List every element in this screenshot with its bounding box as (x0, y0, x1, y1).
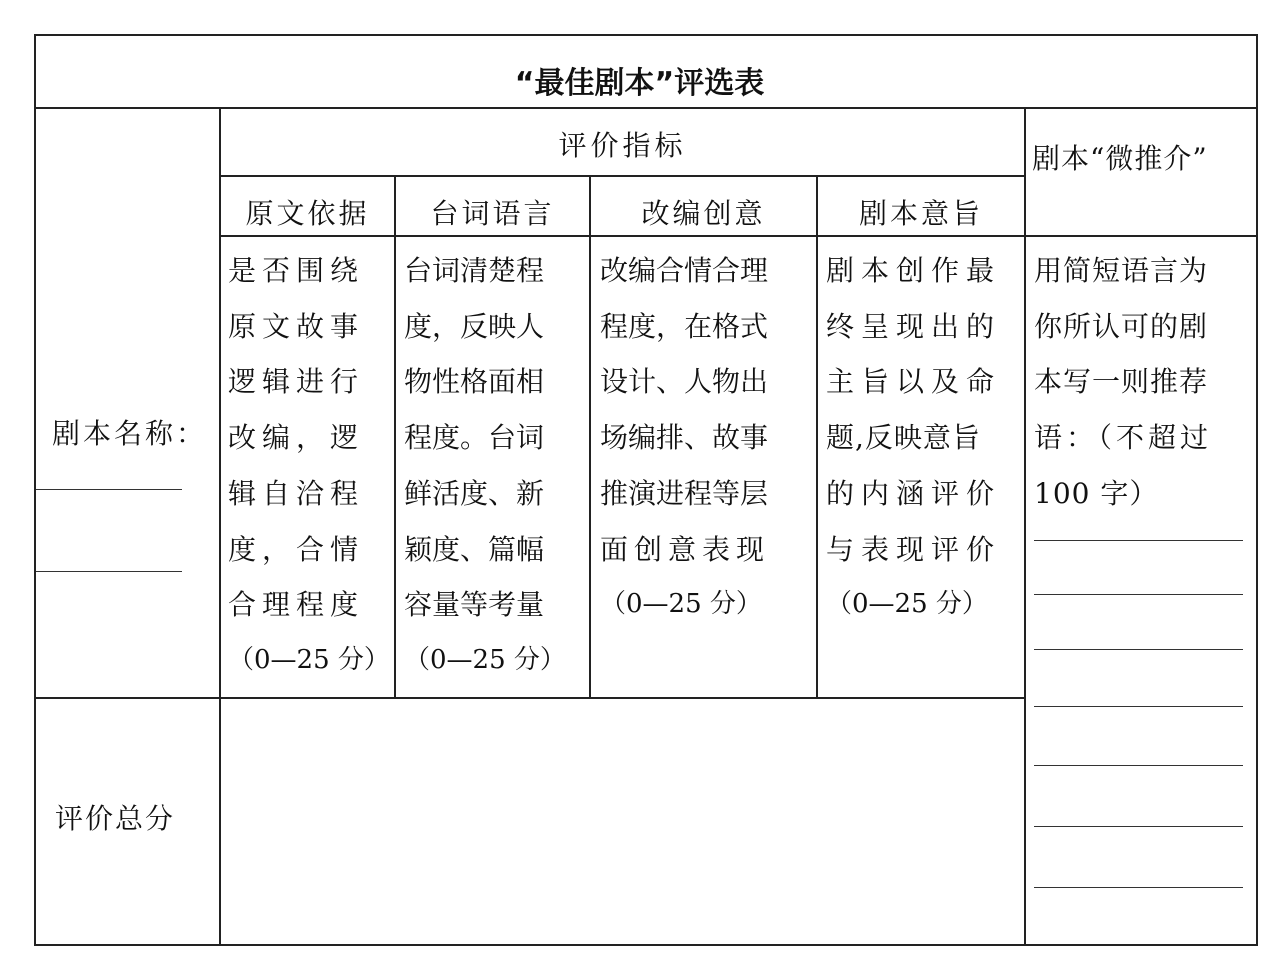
criteria-line: （0—25 分） (228, 644, 390, 675)
recommend-col-divider (1024, 108, 1026, 944)
indicator-header-divider (221, 175, 1025, 177)
criteria-line: 辑自洽程 (228, 476, 365, 510)
total-score-label: 评价总分 (55, 802, 176, 835)
total-row-divider (36, 697, 1025, 699)
criteria-line: 主旨以及命 (826, 365, 1002, 399)
criteria-line: （0—25 分） (404, 644, 566, 675)
recommend-blank-line (1034, 826, 1243, 827)
criteria-line: 终呈现出的 (826, 309, 1002, 343)
criteria-line: 颖度、篇幅 (404, 532, 545, 566)
criteria-line: 剧本创作最 (826, 254, 1002, 287)
col2-divider (589, 176, 591, 697)
criteria-line: 推演进程等层 (600, 476, 769, 510)
recommend-line: 你所认可的剧 (1034, 309, 1209, 343)
col3-divider (816, 176, 818, 697)
recommend-blank-line (1034, 594, 1243, 595)
criteria-line: 台词清楚程 (404, 254, 545, 287)
recommend-line: 语：（不超过 (1034, 421, 1213, 455)
recommend-header: 剧本“微推介” (1032, 142, 1208, 175)
criteria-creativity (600, 243, 770, 633)
criteria-line: 合理程度 (228, 588, 365, 622)
criteria-line: 度，反映人 (404, 309, 545, 343)
column-header-divider (221, 235, 1256, 237)
criteria-line: 面创意表现 (600, 532, 771, 566)
script-name-label: 剧本名称： (52, 417, 208, 450)
recommend-blank-line (1034, 887, 1243, 888)
recommend-line: 本写一则推荐 (1034, 365, 1209, 399)
page-title: “最佳剧本”评选表 (514, 66, 765, 101)
criteria-source (228, 243, 390, 689)
criteria-line: 程度，在格式 (600, 309, 769, 343)
recommend-blank-line (1034, 706, 1243, 707)
script-name-blank-2 (36, 571, 182, 572)
recommend-line: 100 字） (1034, 476, 1159, 510)
column-header-creativity: 改编创意 (641, 197, 766, 230)
criteria-line: 容量等考量 (404, 588, 545, 622)
left-col-divider (219, 108, 221, 944)
criteria-line: 程度。台词 (404, 421, 545, 455)
criteria-line: 与表现评价 (826, 532, 1002, 566)
criteria-line: （0—25 分） (600, 589, 762, 620)
criteria-line: 度，合情 (228, 532, 365, 566)
criteria-line: 的内涵评价 (826, 476, 1002, 510)
column-header-dialogue: 台词语言 (430, 197, 555, 230)
criteria-line: 鲜活度、新 (404, 476, 545, 510)
criteria-line: 原文故事 (228, 309, 365, 343)
criteria-dialogue (404, 243, 566, 689)
recommend-line: 用简短语言为 (1034, 254, 1209, 287)
criteria-line: （0—25 分） (826, 589, 988, 620)
criteria-line: 场编排、故事 (600, 421, 769, 455)
column-header-theme: 剧本意旨 (858, 197, 983, 230)
recommend-blank-line (1034, 649, 1243, 650)
col1-divider (394, 176, 396, 697)
criteria-line: 题,反映意旨 (826, 421, 981, 455)
recommend-blank-line (1034, 540, 1243, 541)
recommend-blank-line (1034, 765, 1243, 766)
criteria-line: 逻辑进行 (228, 365, 365, 399)
criteria-line: 改编，逻 (228, 421, 365, 455)
criteria-line: 物性格面相 (404, 365, 545, 399)
criteria-line: 设计、人物出 (600, 365, 769, 399)
criteria-line: 是否围绕 (228, 254, 365, 287)
script-name-blank-1 (36, 489, 182, 490)
criteria-line: 改编合情合理 (600, 254, 769, 287)
column-header-source: 原文依据 (245, 197, 370, 230)
criteria-theme (826, 243, 1001, 633)
recommend-instructions (1034, 243, 1212, 522)
indicator-header: 评价指标 (558, 129, 687, 162)
